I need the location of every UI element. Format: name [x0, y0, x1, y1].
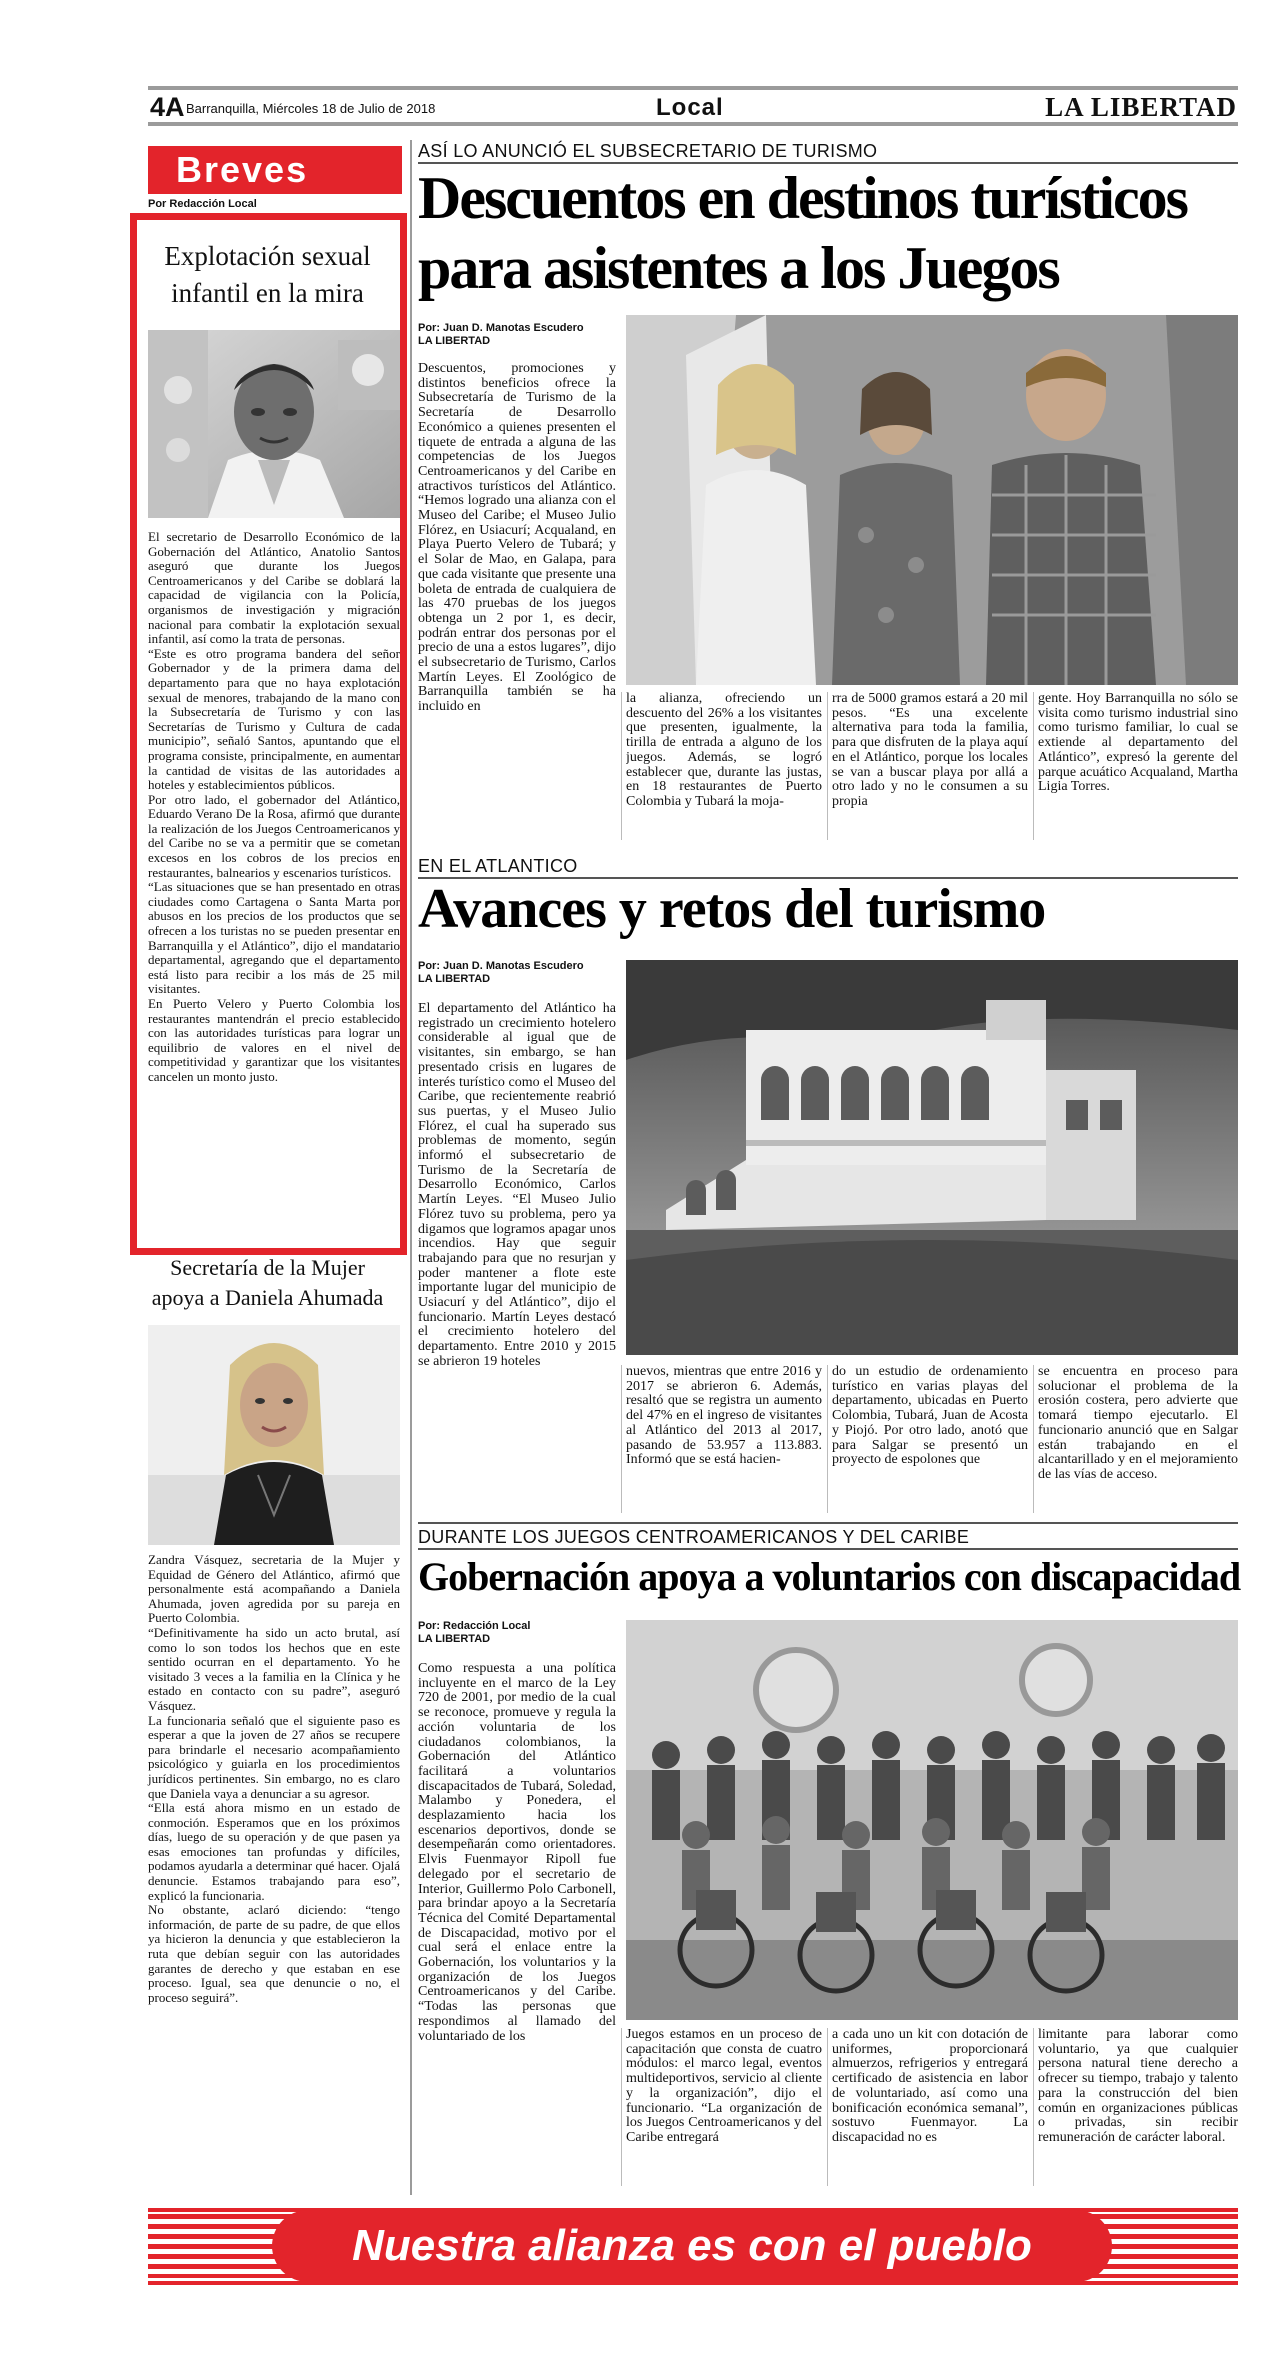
breve1-paragraph: En Puerto Velero y Puerto Colombia los restaurantes mantendrán el precio establecido con las autoridades turísticas para lograr un equilibrio de valores en el nivel de competitividad y garantizar que los visitantes cancelen un monto justo. [148, 996, 400, 1084]
article1-col4: gente. Hoy Barranquilla no sólo se visita como turismo industrial sino como turismo familiar, lo cual se extiende al departamento del Atlántico”, expresó la gerente del parque acuático Acqualand, Martha Ligia Torres. [1038, 692, 1238, 795]
article1-col-rule [1033, 692, 1034, 840]
article3-byline-outlet: LA LIBERTAD [418, 1633, 491, 1645]
article3-photo-volunteers [626, 1620, 1238, 2020]
page-number: 4A [150, 92, 185, 122]
breves-banner [148, 146, 402, 194]
article2-col3: do un estudio de ordenamiento turístico en varias playas del departamento, ubicadas en Puerto Colombia, Tubará, Juan de Acosta y Piojó. Por otro lado, anotó que para Salgar se presentó un proyecto de espolones que [832, 1365, 1028, 1468]
article3-top-rule [418, 1522, 1238, 1524]
article3-col-rule [621, 2028, 622, 2186]
breve1-photo-man [148, 330, 400, 518]
breve1-paragraph: El secretario de Desarrollo Económico de la Gobernación del Atlántico, Anatolio Santos aseguró que durante los Juegos Centroamericanos y del Caribe se doblará la capacidad de vigilancia con la Policía, organismos de investigación y migración nacional para combatir la explotación sexual infantil, así como la trata de personas. [148, 529, 400, 647]
article1-headline [418, 163, 1242, 303]
article2-byline [418, 960, 584, 986]
article1-byline [418, 322, 584, 348]
article2-byline-author: Por: Juan D. Manotas Escudero [418, 960, 584, 972]
article2-headline: Avances y retos del turismo [418, 878, 1046, 940]
breve2-headline-line2: apoya a Daniela Ahumada [151, 1285, 384, 1310]
article1-byline-author: Por: Juan D. Manotas Escudero [418, 322, 584, 334]
article3-col-rule [827, 2028, 828, 2186]
article3-col3: a cada uno un kit con dotación de uniformes, proporcionará almuerzos, refrigerios y entregará certificado de asistencia en labor de voluntariado, así como una bonificación económica semanal”, sostuvo Fuenmayor. La discapacidad no es [832, 2028, 1028, 2145]
article1-photo-group [626, 315, 1238, 685]
breves-byline: Por Redacción Local [148, 198, 257, 210]
article3-headline: Gobernación apoya a voluntarios con discapacidad [418, 1554, 1241, 1599]
article2-col2: nuevos, mientras que entre 2016 y 2017 se abrieron 6. Además, resaltó que se registra un aumento del 47% en el ingreso de visitantes al Atlántico del 2013 al 2017, pasando de 53.957 a 113.883. Informó que se está hacien- [626, 1365, 822, 1468]
article3-col-top: Como respuesta a una política incluyente en el marco de la Ley 720 de 2001, por medio de la cual se reconoce, promueve y regula la acción voluntaria de los ciudadanos colombianos, la Gobernación del Atlántico facilitará a voluntarios discapacitados de Tubará, Soledad, Malambo y Ponedera, el desplazamiento hacia los escenarios deportivos, donde se desempeñarán como orientadores. Elvis Fuenmayor Ripoll fue delegado por el secretario de Interior, Guillermo Polo Carbonell, para brindar apoyo a la Secretaría Técnica del Comité Departamental de Discapacidad, motivo por el cual será el enlace entre la Gobernación, los voluntarios y la organización de los Juegos Centroamericanos y del Caribe. “Todas las personas que respondimos al llamado del voluntariado de los [418, 1662, 616, 2044]
article3-col2: Juegos estamos en un proceso de capacitación que consta de cuatro módulos: el marco legal, eventos multideportivos, servicio al cliente y la organización”, dijo el funcionario. “La organización de los Juegos Centroamericanos y del Caribe entregará [626, 2028, 822, 2145]
article2-kicker: EN EL ATLANTICO [418, 856, 578, 876]
article2-col4: se encuentra en proceso para solucionar el problema de la erosión costera, pero advierte que tomará tiempo ejecutarlo. El funcionario anunció que en Salgar están trabajando en el alcantarillado y en el mejoramiento de las vías de acceso. [1038, 1365, 1238, 1482]
article3-byline [418, 1620, 530, 1646]
breve1-paragraph: “Este es otro programa bandera del señor Gobernador y de la primera dama del departamento para que no haya explotación sexual de menores, trabajando de la mano con la Subsecretaría de Turismo y con las Secretarías de Turismo y Cultura de cada municipio”, señaló Santos, apuntando que el programa consiste, principalmente, en aumentar la cantidad de visitas de las autoridades a hoteles y establecimientos públicos. [148, 645, 400, 793]
breve1-body [148, 530, 400, 1085]
breve2-photo-woman [148, 1325, 400, 1545]
breve1-paragraph: “Las situaciones que se han presentado en otras ciudades como Cartagena o Santa Marta por abusos en los precios de los productos que se ofrecen a los turistas no se pueden presentar en Barranquilla y el Atlántico”, dijo el mandatario departamental, agregando que el departamento está listo para recibir a los más de 25 mil visitantes. [148, 879, 400, 997]
article3-kicker: DURANTE LOS JUEGOS CENTROAMERICANOS Y DEL CARIBE [418, 1527, 970, 1547]
section-name: Local [656, 94, 724, 121]
article2-byline-outlet: LA LIBERTAD [418, 973, 491, 985]
header-top-rule [148, 86, 1238, 90]
breve2-paragraph: No obstante, aclaró diciendo: “tengo información, de parte de su padre, de que ellos ya hicieron la denuncia y que establecieron la ruta que debían seguir con las autoridades garantes de derecho y que estaban en ese proceso. Igual, sea que denuncie o no, el proceso seguirá”. [148, 1902, 400, 2005]
breve1-headline-line1: Explotación sexual [164, 241, 371, 271]
article1-col2: la alianza, ofreciendo un descuento del 26% a los visitantes que presenten, igualmente, la tirilla de entrada a alguno de los juegos. Además, se logró establecer que, durante las justas, en 18 restaurantes de Puerto Colombia y Tubará la moja- [626, 692, 822, 809]
breve2-paragraph: “Ella está ahora mismo en un estado de conmoción. Esperamos que en los próximos días, luego de su operación y de que pasen ya esas emociones tan profundas y difíciles, podamos ayudarla a determinar qué hacer. Ojalá denuncie. Estamos trabajando para eso”, explicó la funcionaria. [148, 1800, 400, 1903]
breve2-paragraph: “Definitivamente ha sido un acto brutal, así como lo son todos los hechos que en este sentido ocurran en el departamento. Yo he visitado 3 veces a la familia en la Clínica y he estado en contacto con su padre”, aseguró Vásquez. [148, 1624, 400, 1713]
left-column-rule [410, 140, 412, 2195]
article3-col-rule [1033, 2028, 1034, 2186]
article2-col-rule [827, 1365, 828, 1513]
article2-photo-museum [626, 960, 1238, 1355]
article1-headline-line2: para asistentes a los Juegos [418, 235, 1059, 301]
breve1-paragraph: Por otro lado, el gobernador del Atlántico, Eduardo Verano De la Rosa, afirmó que durante la realización de los Juegos Centroamericanos y del Caribe no se va a permitir que se cometan excesos en los cobros de los precios en restaurantes, balnearios y escenarios turísticos. [148, 791, 400, 880]
brand-name: LA LIBERTAD [1045, 92, 1237, 122]
article1-byline-outlet: LA LIBERTAD [418, 335, 491, 347]
footer-slogan-banner [272, 2210, 1112, 2282]
article1-kicker: ASÍ LO ANUNCIÓ EL SUBSECRETARIO DE TURISMO [418, 141, 878, 161]
footer-slogan: Nuestra alianza es con el pueblo [352, 2221, 1032, 2270]
breve2-paragraph: La funcionaria señaló que el siguiente paso es esperar a que la joven de 27 años se recupere para brindarle el necesario acompañamiento psicológico y guiarla en los procedimientos jurídicos pertinentes. Sin embargo, no es claro que Daniela vaya a denunciar a su agresor. [148, 1712, 400, 1801]
breve1-headline-line2: infantil en la mira [171, 278, 364, 308]
article1-col3: rra de 5000 gramos estará a 20 mil pesos. “Es una excelente alternativa para toda la familia, para que disfruten de la playa aquí en el Atlántico, porque los locales se van a buscar playa por allá a otro lado y no le consumen a su propia [832, 692, 1028, 809]
article1-headline-line1: Descuentos en destinos turísticos [418, 165, 1187, 231]
article3-col4: limitante para laborar como voluntario, ya que cualquier persona natural tiene derecho a ofrecer su tiempo, trabajo y talento para la construcción del bien común en organizaciones públicas o privadas, sin recibir remuneración de carácter laboral. [1038, 2028, 1238, 2145]
article2-col-top: El departamento del Atlántico ha registrado un crecimiento hotelero considerable al igual que de visitantes, sin embargo, se han presentado crisis en lugares de interés turístico como el Museo del Caribe, que recientemente reabrió sus puertas, y el Museo Julio Flórez, el cual ha superado sus problemas de momento, según informó el subsecretario de Turismo de la Secretaría de Desarrollo Económico, Carlos Martín Leyes. “El Museo Julio Flórez tuvo su problema, pero ya digamos que logramos apagar unos incendios. Hay que seguir trabajando para que no resurjan y poder mantener a flote este importante lugar del municipio de Usiacurí y del Atlántico”, dijo el funcionario. Martín Leyes destacó el crecimiento hotelero del departamento. Entre 2010 y 2015 se abrieron 19 hoteles [418, 1002, 616, 1369]
article2-col-rule [1033, 1365, 1034, 1513]
breve2-body [148, 1553, 400, 2005]
header-date: Barranquilla, Miércoles 18 de Julio de 2018 [186, 101, 436, 116]
header-bottom-rule [148, 122, 1238, 126]
article2-col-rule [621, 1365, 622, 1513]
article3-byline-author: Por: Redacción Local [418, 1620, 531, 1632]
breves-banner-label: Breves [176, 149, 309, 190]
article1-col-top: Descuentos, promociones y distintos beneficios ofrece la Subsecretaría de Turismo de la Secretaría de Desarrollo Económico a quienes presenten el tiquete de entrada a alguna de las competencias de los Juegos Centroamericanos y del Caribe en atractivos turísticos del Atlántico. “Hemos logrado una alianza con el Museo del Caribe; el Museo Julio Flórez, en Usiacurí; Acqualand, en Playa Puerto Velero de Tubará; y el Solar de Mao, en Galapa, para que cada visitante que presente una boleta de entrada de cualquiera de las 470 pruebas de los juegos obtenga un 2 por 1, es decir, podrán entrar dos personas por el precio de una a estos lugares”, dijo el subsecretario de Turismo, Carlos Martín Leyes. El Zoológico de Barranquilla también se ha incluido en [418, 362, 616, 715]
breve1-headline [140, 238, 395, 312]
breve2-headline [140, 1253, 395, 1313]
article1-col-rule [621, 692, 622, 840]
article1-col-rule [827, 692, 828, 840]
breve2-headline-line1: Secretaría de la Mujer [170, 1255, 365, 1280]
article3-kicker-rule [418, 1548, 1238, 1550]
breve2-paragraph: Zandra Vásquez, secretaria de la Mujer y Equidad de Género del Atlántico, afirmó que personalmente está acompañando a Daniela Ahumada, joven agredida por su pareja en Puerto Colombia. [148, 1552, 400, 1626]
